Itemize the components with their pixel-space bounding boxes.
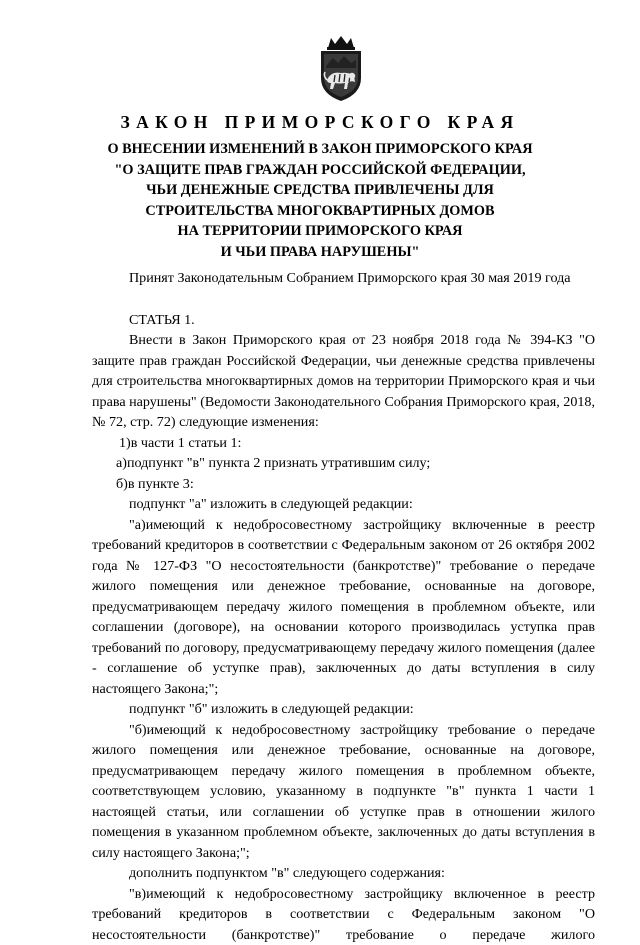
adoption-note: Принят Законодательным Собранием Приморского края 30 мая 2019 года — [92, 268, 595, 289]
paragraph: Внести в Закон Приморского края от 23 ноября 2018 года № 394-КЗ "О защите прав граждан Российской Федерации, чьи денежные средства привлечены для строительства многоквартирных домов на территории Приморского края и чьи права нарушены" (Ведомости Законодательного Собрания Приморского края, 2018, № 72, стр. 72) следующие изменения: — [92, 330, 595, 433]
paragraph: б)в пункте 3: — [92, 474, 595, 495]
paragraph: "в)имеющий к недобросовестному застройщику включенное в реестр требований кредиторов в соответствии с Федеральным законом "О несостоятельности (банкротстве)" требование о передаче жилого — [92, 884, 595, 945]
paragraph: 1)в части 1 статьи 1: — [92, 433, 595, 454]
subtitle-line: О ВНЕСЕНИИ ИЗМЕНЕНИЙ В ЗАКОН ПРИМОРСКОГО КРАЯ — [0, 139, 640, 160]
subtitle-line: "О ЗАЩИТЕ ПРАВ ГРАЖДАН РОССИЙСКОЙ ФЕДЕРАЦИИ, — [0, 160, 640, 181]
paragraph: "а)имеющий к недобросовестному застройщику включенные в реестр требований кредиторов в соответствии с Федеральным законом от 26 октября 2002 года № 127-ФЗ "О несостоятельности (банкротстве)" требование о передаче жилого помещения или денежное требование, основанные на договоре, предусматривающем передачу жилого помещения в проблемном объекте, или соглашении (договоре), на основании которого производилась уступка прав требований по договору, предусматривающему передачу жилого помещения (далее - соглашение об уступке прав), заключенных до даты вступления в силу настоящего Закона;"; — [92, 515, 595, 700]
paragraph: а)подпункт "в" пункта 2 признать утратившим силу; — [92, 453, 595, 474]
subtitle-line: НА ТЕРРИТОРИИ ПРИМОРСКОГО КРАЯ — [0, 221, 640, 242]
law-title: ЗАКОН ПРИМОРСКОГО КРАЯ — [0, 112, 640, 133]
subtitle-line: ЧЬИ ДЕНЕЖНЫЕ СРЕДСТВА ПРИВЛЕЧЕНЫ ДЛЯ — [0, 180, 640, 201]
paragraph: "б)имеющий к недобросовестному застройщику требование о передаче жилого помещения или денежное требование, основанные на договоре, предусматривающем передачу жилого помещения в проблемном объекте, соответствующем условию, указанному в подпункте "в" пункта 1 части 1 настоящей статьи, или соглашении об уступке прав в отношении жилого помещения в указанном проблемном объекте, заключенных до даты вступления в силу настоящего Закона;"; — [92, 720, 595, 864]
article-heading: СТАТЬЯ 1. — [92, 310, 595, 331]
subtitle-line: СТРОИТЕЛЬСТВА МНОГОКВАРТИРНЫХ ДОМОВ — [0, 201, 640, 222]
paragraph: подпункт "б" изложить в следующей редакции: — [92, 699, 595, 720]
paragraph: дополнить подпунктом "в" следующего содержания: — [92, 863, 595, 884]
subtitle-line: И ЧЬИ ПРАВА НАРУШЕНЫ" — [0, 242, 640, 263]
law-subtitle — [0, 139, 640, 262]
coat-of-arms-tiger-icon — [311, 36, 371, 102]
paragraph: подпункт "а" изложить в следующей редакции: — [92, 494, 595, 515]
document-body — [92, 268, 595, 945]
